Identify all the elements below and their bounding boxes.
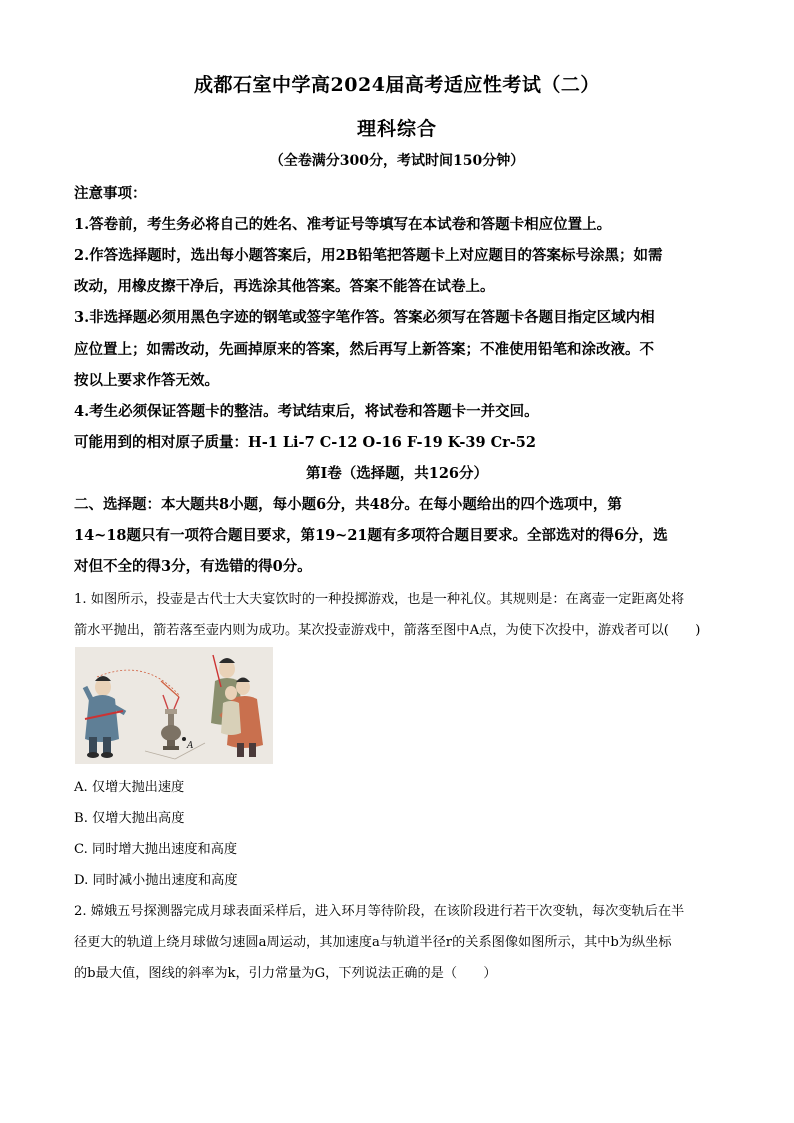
exam-subject: 理科综合 <box>356 118 437 140</box>
touhu-illustration <box>75 647 273 764</box>
q1-option-a: A. 仅增大抛出速度 <box>74 780 185 795</box>
q1-option-c: C. 同时增大抛出速度和高度 <box>74 842 238 857</box>
atomic-mass-line: 可能用到的相对原子质量：H-1 Li-7 C-12 O-16 F-19 K-39 Cr-52 <box>74 434 536 451</box>
q2-line-1: 2. 嫦娥五号探测器完成月球表面采样后，进入环月等待阶段，在该阶段进行若干次变轨，每次变轨后在半 <box>74 904 685 919</box>
q1-option-d: D. 同时减小抛出速度和高度 <box>74 873 238 888</box>
notice-heading: 注意事项： <box>74 185 147 202</box>
q1-line-2: 箭水平抛出，箭若落至壶内则为成功。某次投壶游戏中，箭落至图中A点，为使下次投中，游戏者可以( ) <box>74 623 701 638</box>
exam-title: 成都石室中学高2024届高考适应性考试（二） <box>194 74 600 96</box>
notice-line-7: 4.考生必须保证答题卡的整洁。考试结束后，将试卷和答题卡一并交回。 <box>74 403 539 420</box>
q1-line-1: 1. 如图所示，投壶是古代士大夫宴饮时的一种投掷游戏，也是一种礼仪。其规则是：在离壶一定距离处将 <box>74 592 685 607</box>
notice-line-4: 3.非选择题必须用黑色字迹的钢笔或签字笔作答。答案必须写在答题卡各题目指定区域内相 <box>74 309 655 326</box>
q1-option-b: B. 仅增大抛出高度 <box>74 811 185 826</box>
section-line-3: 对但不全的得3分，有选错的得0分。 <box>74 558 312 575</box>
section-line-1: 二、选择题：本大题共8小题，每小题6分，共48分。在每小题给出的四个选项中，第 <box>74 496 622 513</box>
notice-line-1: 1.答卷前，考生务必将自己的姓名、准考证号等填写在本试卷和答题卡相应位置上。 <box>74 216 612 233</box>
section-title: 第Ⅰ卷（选择题，共126分） <box>305 465 489 482</box>
notice-line-2: 2.作答选择题时，选出每小题答案后，用2B铅笔把答题卡上对应题目的答案标号涂黑；如需 <box>74 247 663 264</box>
exam-meta: （全卷满分300分，考试时间150分钟） <box>269 153 525 169</box>
notice-line-3: 改动，用橡皮擦干净后，再选涂其他答案。答案不能答在试卷上。 <box>74 278 495 295</box>
section-line-2: 14~18题只有一项符合题目要求，第19~21题有多项符合题目要求。全部选对的得6分，选 <box>74 527 668 544</box>
q2-line-2: 径更大的轨道上绕月球做匀速圆a周运动，其加速度a与轨道半径r的关系图像如图所示，其中b为纵坐标 <box>74 935 672 950</box>
notice-line-5: 应位置上；如需改动，先画掉原来的答案，然后再写上新答案；不准使用铅笔和涂改液。不 <box>74 341 654 358</box>
notice-line-6: 按以上要求作答无效。 <box>74 372 219 389</box>
point-a-label: A <box>187 741 194 751</box>
q2-line-3: 的b最大值，图线的斜率为k，引力常量为G，下列说法正确的是（ ） <box>74 966 497 981</box>
